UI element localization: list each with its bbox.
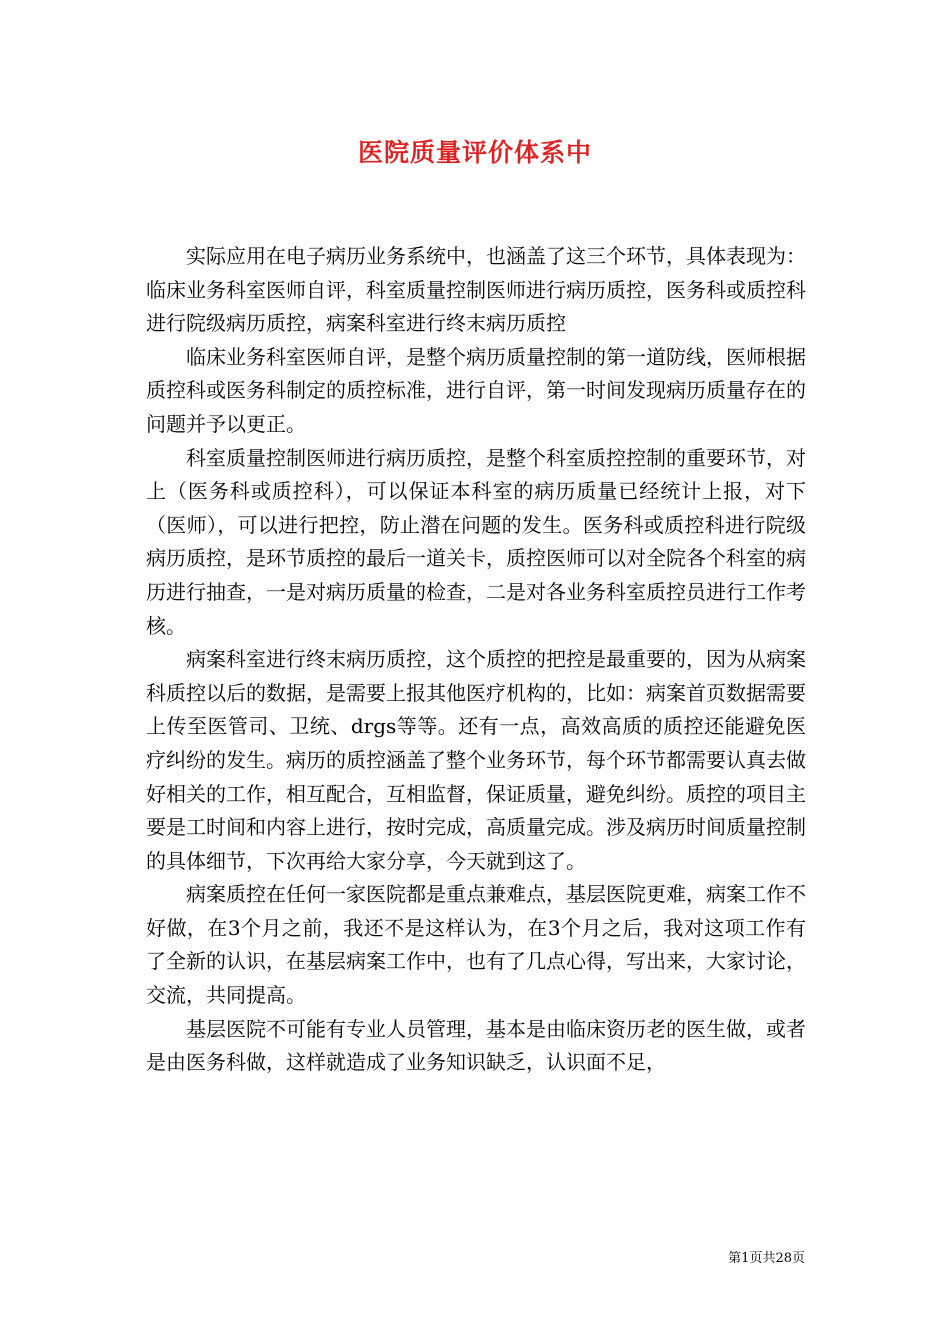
paragraph: 临床业务科室医师自评，是整个病历质量控制的第一道防线，医师根据质控科或医务科制定的质控标准，进行自评，第一时间发现病历质量存在的问题并予以更正。 <box>146 344 806 436</box>
document-body <box>146 240 806 1080</box>
page-number: 第1页共28页 <box>728 1251 805 1266</box>
paragraph: 基层医院不可能有专业人员管理，基本是由临床资历老的医生做，或者是由医务科做，这样就造成了业务知识缺乏，认识面不足， <box>146 1016 806 1075</box>
paragraph: 病案科室进行终末病历质控，这个质控的把控是最重要的，因为从病案科质控以后的数据，是需要上报其他医疗机构的，比如：病案首页数据需要上传至医管司、卫统、drgs等等。还有一点，高效高质的质控还能避免医疗纠纷的发生。病历的质控涵盖了整个业务环节，每个环节都需要认真去做好相关的工作，相互配合，互相监督，保证质量，避免纠纷。质控的项目主要是工时间和内容上进行，按时完成，高质量完成。涉及病历时间质量控制的具体细节，下次再给大家分享，今天就到这了。 <box>146 647 806 873</box>
paragraph: 实际应用在电子病历业务系统中，也涵盖了这三个环节，具体表现为：临床业务科室医师自评，科室质量控制医师进行病历质控，医务科或质控科进行院级病历质控，病案科室进行终末病历质控 <box>146 244 806 336</box>
paragraph: 病案质控在任何一家医院都是重点兼难点，基层医院更难，病案工作不好做，在3个月之前，我还不是这样认为，在3个月之后，我对这项工作有了全新的认识，在基层病案工作中，也有了几点心得，写出来，大家讨论，交流，共同提高。 <box>146 882 806 1008</box>
page-title: 医院质量评价体系中 <box>357 138 592 167</box>
paragraph: 科室质量控制医师进行病历质控，是整个科室质控控制的重要环节，对上（医务科或质控科），可以保证本科室的病历质量已经统计上报，对下（医师），可以进行把控，防止潜在问题的发生。医务科或质控科进行院级病历质控，是环节质控的最后一道关卡，质控医师可以对全院各个科室的病历进行抽查，一是对病历质量的检查，二是对各业务科室质控员进行工作考核。 <box>146 445 806 638</box>
